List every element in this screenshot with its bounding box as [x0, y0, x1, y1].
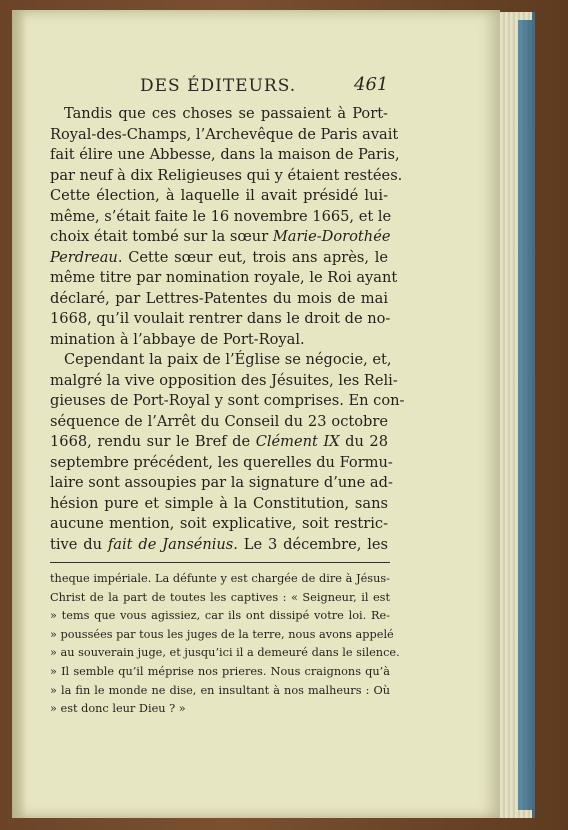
footnote-line: Christ de la part de toutes les captives : « Seigneur, il est — [50, 590, 390, 604]
footnote-line: » est donc leur Dieu ? » — [50, 702, 186, 716]
body-line: par neuf à dix Religieuses qui y étaient restées. — [50, 166, 403, 184]
body-text-segment: . Cette sœur eut, trois ans après, le — [117, 248, 388, 266]
body-text-segment: 1668, rendu sur le Bref de — [50, 433, 251, 450]
body-line — [50, 432, 388, 453]
body-line: malgré la vive opposition des Jésuites, les Reli- — [50, 371, 398, 389]
body-line: aucune mention, soit explicative, soit restric- — [50, 515, 388, 532]
page-gutter — [12, 10, 26, 818]
body-text-segment: du 28 — [345, 433, 388, 450]
italic-name: Marie-Dorothée — [272, 228, 391, 245]
running-title: DES ÉDITEURS. — [140, 76, 297, 96]
body-line: même titre par nomination royale, le Roi ayant — [50, 269, 398, 286]
body-line: laire sont assoupies par la signature d’une ad- — [50, 474, 393, 491]
blue-page-edge — [518, 20, 532, 810]
body-line — [50, 248, 388, 269]
italic-name: fait de Jansénius. — [107, 535, 238, 553]
italic-name: Perdreau — [50, 248, 118, 266]
body-text-segment: choix était tombé sur la sœur — [50, 228, 269, 245]
body-line: hésion pure et simple à la Constitution, sans — [50, 494, 388, 512]
body-line: Tandis que ces choses se passaient à Port- — [64, 105, 388, 122]
italic-name: Clément IX — [255, 433, 340, 450]
body-line: Royal-des-Champs, l’Archevêque de Paris avait — [50, 125, 399, 143]
footnote — [50, 570, 400, 719]
footnote-line: » Il semble qu’il méprise nos prieres. Nous craignons qu’à — [50, 664, 390, 678]
body-line: 1668, qu’il voulait rentrer dans le droit de no- — [50, 310, 391, 327]
body-line: séquence de l’Arrêt du Conseil du 23 octobre — [50, 412, 388, 430]
body-line: gieuses de Port-Royal y sont comprises. En con- — [50, 392, 405, 409]
footnote-line: » la fin le monde ne dise, en insultant à nos malheurs : Où — [50, 683, 390, 697]
body-line: fait élire une Abbesse, dans la maison de Paris, — [50, 146, 400, 163]
body-text-segment: tive du — [50, 535, 103, 553]
body-line: mination à l’abbaye de Port-Royal. — [50, 330, 305, 348]
footnote-line: » tems que vous agissiez, car ils ont dissipé votre loi. Re- — [50, 609, 390, 623]
body-text-segment: Le 3 décembre, les — [243, 535, 389, 553]
footnote-line: » au souverain juge, et jusqu’ici il a demeuré dans le silence. — [50, 646, 400, 660]
body-line: Cette élection, à laquelle il avait présidé lui- — [50, 187, 388, 204]
body-text — [50, 104, 405, 555]
body-line: Cependant la paix de l’Église se négocie, et, — [64, 351, 392, 368]
page-number: 461 — [354, 74, 389, 95]
footnote-rule — [50, 562, 390, 563]
body-line: même, s’était faite le 16 novembre 1665, et le — [50, 207, 392, 225]
footnote-line: theque impériale. La défunte y est chargée de dire à Jésus- — [50, 572, 390, 585]
body-line: septembre précédent, les querelles du Formu- — [50, 453, 393, 471]
body-line — [50, 227, 391, 248]
body-line — [50, 535, 388, 556]
footnote-line: » poussées par tous les juges de la terre, nous avons appelé — [50, 627, 394, 641]
body-line: déclaré, par Lettres-Patentes du mois de mai — [50, 289, 388, 307]
